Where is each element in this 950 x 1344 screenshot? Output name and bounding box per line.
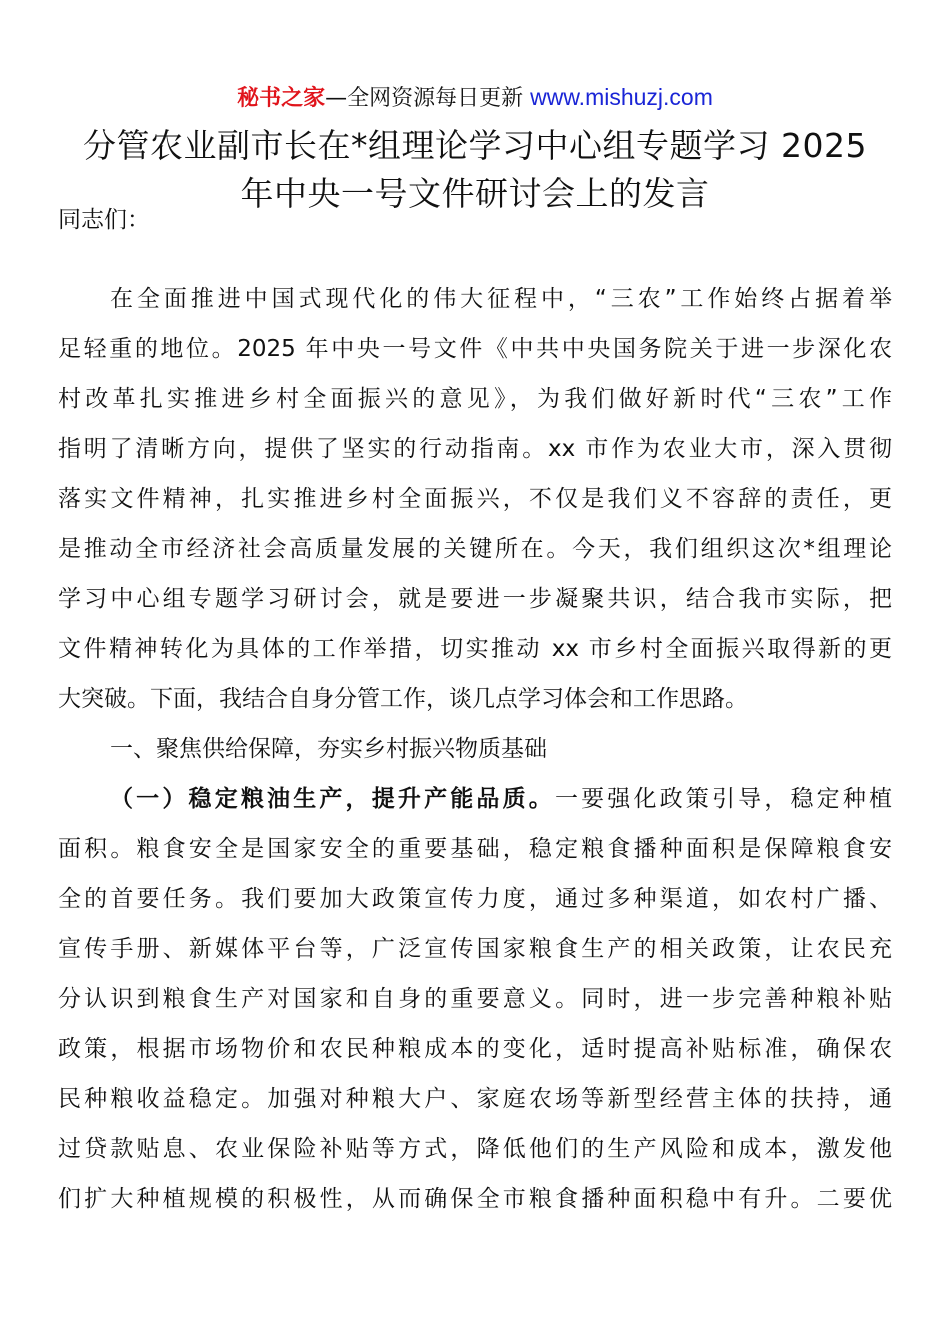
paragraph-1-line: 足轻重的地位。2025 年中央一号文件《中共中央国务院关于进一步深化农 bbox=[58, 336, 892, 362]
paragraph-1-line: 学习中心组专题学习研讨会，就是要进一步凝聚共识，结合我市实际，把 bbox=[58, 586, 892, 612]
watermark-banner bbox=[0, 82, 950, 114]
paragraph-1-line: 落实文件精神，扎实推进乡村全面振兴，不仅是我们义不容辞的责任，更 bbox=[58, 486, 892, 512]
watermark-tagline: —全网资源每日更新 bbox=[325, 86, 531, 111]
title-line-1: 分管农业副市长在*组理论学习中心组专题学习 2025 bbox=[83, 126, 867, 165]
title-line-2: 年中央一号文件研讨会上的发言 bbox=[240, 174, 710, 213]
paragraph-1-line: 大突破。下面，我结合自身分管工作，谈几点学习体会和工作思路。 bbox=[58, 686, 748, 712]
paragraph-2-lead bbox=[58, 774, 892, 824]
paragraph-2-lead-text: 一要强化政策引导，稳定种植 bbox=[554, 786, 893, 812]
greeting: 同志们： bbox=[58, 207, 150, 233]
document-body bbox=[58, 274, 892, 1224]
watermark-url: www.mishuzj.com bbox=[530, 84, 713, 110]
paragraph-2-line: 分认识到粮食生产对国家和自身的重要意义。同时，进一步完善种粮补贴 bbox=[58, 986, 892, 1012]
subsection-title: （一）稳定粮油生产，提升产能品质。 bbox=[110, 786, 555, 812]
watermark-brand: 秘书之家 bbox=[237, 86, 326, 111]
paragraph-2-line: 全的首要任务。我们要加大政策宣传力度，通过多种渠道，如农村广播、 bbox=[58, 886, 892, 912]
paragraph-2-line: 政策，根据市场物价和农民种粮成本的变化，适时提高补贴标准，确保农 bbox=[58, 1036, 892, 1062]
paragraph-1-line: 文件精神转化为具体的工作举措，切实推动 xx 市乡村全面振兴取得新的更 bbox=[58, 636, 892, 662]
paragraph-1-line: 在全面推进中国式现代化的伟大征程中，“三农”工作始终占据着举 bbox=[110, 286, 892, 312]
paragraph-1-line: 是推动全市经济社会高质量发展的关键所在。今天，我们组织这次*组理论 bbox=[58, 536, 892, 562]
paragraph-1-line: 指明了清晰方向，提供了坚实的行动指南。xx 市作为农业大市，深入贯彻 bbox=[58, 436, 892, 462]
paragraph-2-line: 们扩大种植规模的积极性，从而确保全市粮食播种面积稳中有升。二要优 bbox=[58, 1186, 892, 1212]
paragraph-1-line: 村改革扎实推进乡村全面振兴的意见》，为我们做好新时代“三农”工作 bbox=[58, 386, 892, 412]
paragraph-2-line: 过贷款贴息、农业保险补贴等方式，降低他们的生产风险和成本，激发他 bbox=[58, 1136, 892, 1162]
document-title bbox=[58, 122, 892, 218]
paragraph-2-line: 宣传手册、新媒体平台等，广泛宣传国家粮食生产的相关政策，让农民充 bbox=[58, 936, 892, 962]
section-heading-1: 一、聚焦供给保障，夯实乡村振兴物质基础 bbox=[110, 736, 547, 762]
paragraph-2-line: 民种粮收益稳定。加强对种粮大户、家庭农场等新型经营主体的扶持，通 bbox=[58, 1086, 892, 1112]
paragraph-2-line: 面积。粮食安全是国家安全的重要基础，稳定粮食播种面积是保障粮食安 bbox=[58, 836, 892, 862]
